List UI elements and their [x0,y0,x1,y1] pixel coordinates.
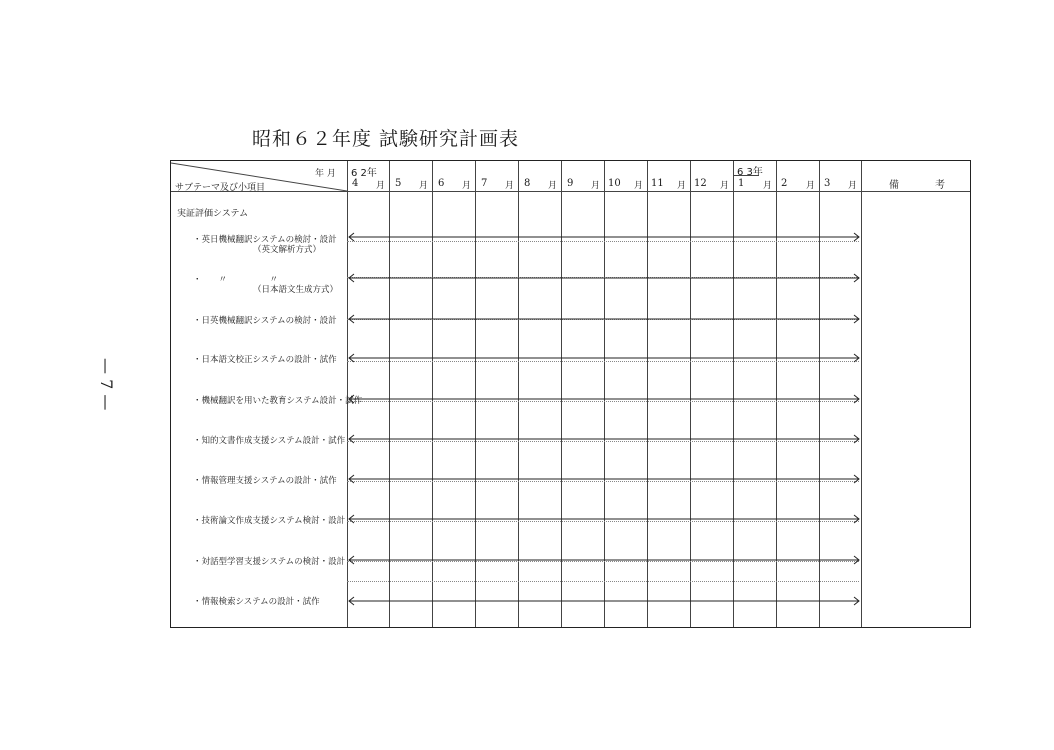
schedule-arrow [347,394,861,404]
row-label [193,275,338,295]
year-63-label: 6 3年 [737,167,763,178]
header-divider [171,191,970,192]
month-unit: 月 [462,181,472,191]
month-number: 5 [395,178,402,189]
schedule-arrow [347,232,861,242]
month-unit: 月 [419,181,429,191]
remarks-header-2: 考 [935,180,945,191]
schedule-arrow [347,474,861,484]
row-label-text: ・英日機械翻訳システムの検討・設計 [193,235,337,245]
schedule-arrow [347,514,861,524]
row-label-text: ・対話型学習支援システムの検討・設計 [193,557,346,567]
year-63-underline [733,175,759,176]
month-unit: 月 [720,181,730,191]
header-year-month: 年 月 [315,169,336,179]
schedule-arrow [347,434,861,444]
row-label [193,476,337,486]
schedule-table [170,160,971,628]
row-label [193,235,337,255]
month-unit: 月 [677,181,687,191]
month-number: 11 [651,178,664,189]
page-number: — 7 — [97,358,116,411]
schedule-arrow [347,596,861,606]
month-unit: 月 [634,181,644,191]
page-title: 昭和６２年度 試験研究計画表 [252,128,520,150]
row-label-text: ・機械翻訳を用いた教育システム設計・試作 [193,396,363,406]
row-label-text: ・日英機械翻訳システムの検討・設計 [193,316,337,326]
month-unit: 月 [848,181,858,191]
section-heading: 実証評価システム [177,209,249,219]
row-label [193,436,345,446]
row-label [193,316,337,326]
month-number: 9 [567,178,574,189]
row-label-sub: （英文解析方式） [253,245,322,255]
month-number: 3 [824,178,831,189]
row-label-text: ・技術論文作成支援システム検討・設計 [193,516,346,526]
row-label-text: ・情報検索システムの設計・試作 [193,597,320,607]
month-unit: 月 [376,181,386,191]
month-number: 12 [694,178,707,189]
row-divider [347,581,859,582]
row-label-text: ・情報管理支援システムの設計・試作 [193,476,337,486]
remarks-header-1: 備 [889,180,899,191]
row-label [193,597,320,607]
schedule-arrow [347,273,861,283]
month-unit: 月 [763,181,773,191]
schedule-arrow [347,555,861,565]
row-label [193,557,345,567]
month-number: 8 [524,178,531,189]
row-label [193,396,362,406]
row-label-text: ・ 〃 〃 [193,275,279,285]
month-number: 6 [438,178,445,189]
month-number: 2 [781,178,788,189]
row-label [193,355,337,365]
row-label-text: ・知的文書作成支援システム設計・試作 [193,436,346,446]
row-label-sub: （日本語文生成方式） [253,285,339,295]
month-number: 7 [481,178,488,189]
header-subtheme: サブテーマ及び小項目 [175,183,266,193]
remarks-column-divider [861,161,862,627]
row-label-text: ・日本語文校正システムの設計・試作 [193,355,337,365]
row-label [193,516,345,526]
year-62-label: 6 2年 [351,168,377,179]
month-number: 10 [608,178,621,189]
month-unit: 月 [806,181,816,191]
month-unit: 月 [591,181,601,191]
month-number: 4 [352,178,359,189]
month-number: 1 [738,178,745,189]
schedule-arrow [347,314,861,324]
month-unit: 月 [505,181,515,191]
month-unit: 月 [548,181,558,191]
schedule-arrow [347,353,861,363]
